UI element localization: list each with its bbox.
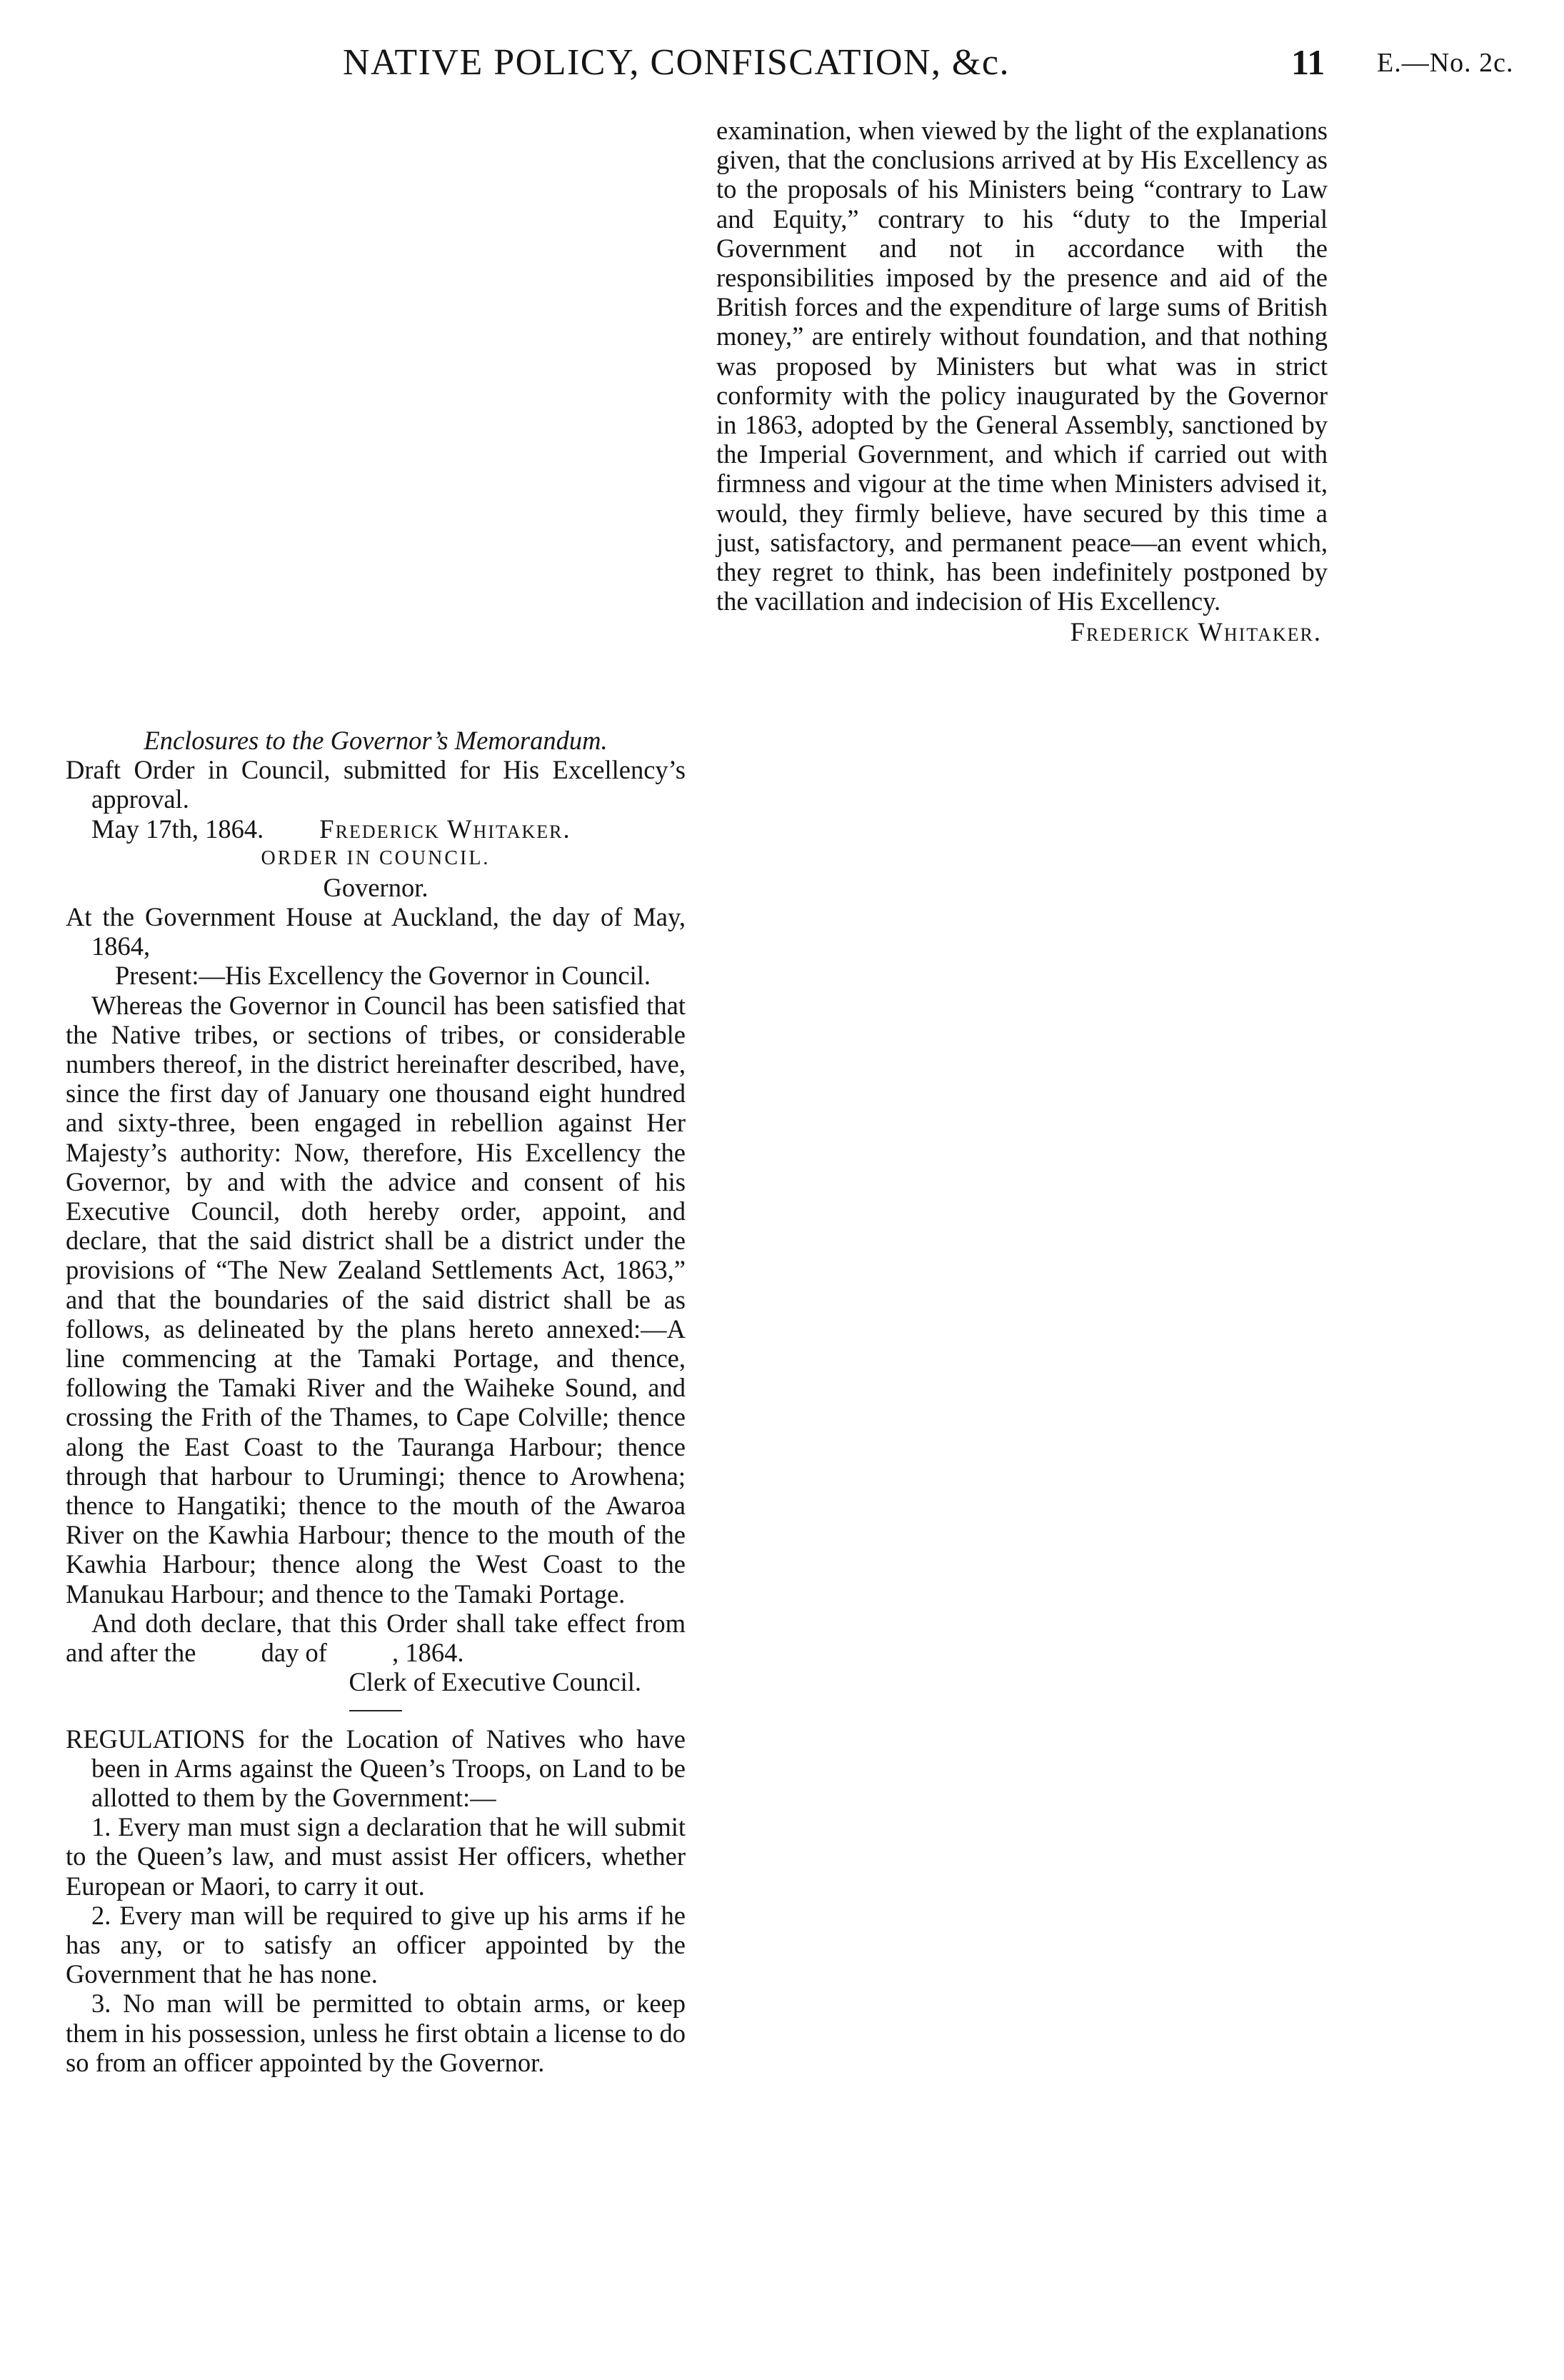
right-column bbox=[716, 116, 1328, 647]
location-line: At the Government House at Auckland, the day of May, 1864, bbox=[66, 902, 686, 961]
enclosures-heading: Enclosures to the Governor’s Memorandum. bbox=[144, 726, 608, 755]
present-line: Present:—His Excellency the Governor in Council. bbox=[114, 961, 651, 991]
regulations-heading: REGULATIONS for the Location of Natives who have been in Arms against the Queen’s Troops, on Land to be allotted to them by the Government:— bbox=[66, 1724, 686, 1812]
running-header-title: NATIVE POLICY, CONFISCATION, &c. bbox=[343, 42, 1010, 83]
section-divider bbox=[349, 1710, 402, 1711]
page-number: 11 bbox=[1291, 42, 1325, 82]
governor-line: Governor. bbox=[323, 872, 428, 902]
memorandum-paragraph: examination, when viewed by the light of the explanations given, that the conclusions arrived at by His Excellency as to the proposals of his Ministers being “contrary to Law and Equity,” contrary to his “duty to the Imperial Government and not in accordance with the responsibilities imposed by the presence and aid of the British forces and the expenditure of large sums of British money,” are entirely without foundation, and that nothing was proposed by Ministers but what was in strict conformity with the policy inaugurated by the Governor in 1863, adopted by the General Assembly, sanctioned by the Imperial Government, and which if carried out with firmness and vigour at the time when Ministers advised it, would, they firmly believe, have secured by this time a just, satisfactory, and permanent peace—an event which, they regret to think, has been indefinitely postponed by the vacillation and indecision of His Excellency. bbox=[716, 116, 1328, 616]
order-date: May 17th, 1864. bbox=[91, 814, 264, 844]
order-in-council-heading: ORDER IN COUNCIL. bbox=[261, 846, 491, 869]
regulation-item: 1. Every man must sign a declaration that he will submit to the Queen’s law, and must assist Her officers, whether European or Maori, to carry it out. bbox=[66, 1812, 686, 1901]
whereas-paragraph: Whereas the Governor in Council has been satisfied that the Native tribes, or sections of tribes, or considerable numbers thereof, in the district hereinafter described, have, since the first day of January one thousand eight hundred and sixty-three, been engaged in rebellion against Her Majesty’s authority: Now, therefore, His Excellency the Governor, by and with the advice and consent of his Executive Council, doth hereby order, appoint, and declare, that the said district shall be a district under the provisions of “The New Zealand Settlements Act, 1863,” and that the boundaries of the said district shall be as follows, as delineated by the plans hereto annexed:—A line commencing at the Tamaki Portage, and thence, following the Tamaki River and the Waiheke Sound, and crossing the Frith of the Thames, to Cape Colville; thence along the East Coast to the Tauranga Harbour; thence through that harbour to Urumingi; thence to Arowhena; thence to Hangatiki; thence to the mouth of the Awaroa River on the Kawhia Harbour; thence to the mouth of the Kawhia Harbour; thence along the West Coast to the Manukau Harbour; and thence to the Tamaki Portage. bbox=[66, 990, 686, 1609]
declare-paragraph: And doth declare, that this Order shall take effect from and after the day of , 1864. bbox=[66, 1608, 693, 1668]
regulation-item: 2. Every man will be required to give up his arms if he has any, or to satisfy an officer appointed by the Government that he has none. bbox=[66, 1900, 686, 1989]
signature-frederick-whitaker: Frederick Whitaker. bbox=[1070, 617, 1322, 647]
date-signature: Frederick Whitaker. bbox=[319, 814, 571, 844]
date-line bbox=[66, 814, 686, 844]
left-column bbox=[66, 726, 693, 2077]
regulation-item: 3. No man will be permitted to obtain arms, or keep them in his possession, unless he first obtain a license to do so from an officer appointed by the Governor. bbox=[66, 1989, 686, 2077]
clerk-line: Clerk of Executive Council. bbox=[349, 1667, 641, 1697]
draft-order-line: Draft Order in Council, submitted for His Excellency’s approval. bbox=[66, 755, 686, 814]
document-reference: E.—No. 2c. bbox=[1377, 48, 1514, 78]
